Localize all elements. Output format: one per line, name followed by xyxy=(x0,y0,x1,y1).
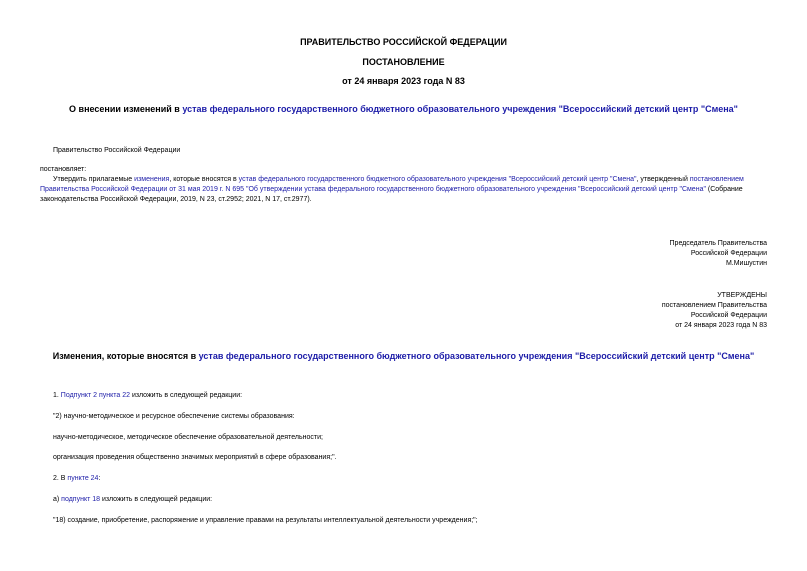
approval-date: от 24 января 2023 года N 83 xyxy=(675,322,767,329)
change-item-1 xyxy=(53,391,242,401)
quote-line-1: "2) научно-методическое и ресурсное обеспечение системы образования: xyxy=(53,413,295,420)
document-date-number: от 24 января 2023 года N 83 xyxy=(342,76,465,86)
quote-line-2: научно-методическое, методическое обеспечение образовательной деятельности; xyxy=(53,434,323,441)
changes-title xyxy=(0,351,807,361)
government-heading: ПРАВИТЕЛЬСТВО РОССИЙСКОЙ ФЕДЕРАЦИИ xyxy=(300,37,507,47)
signature-name: М.Мишустин xyxy=(725,260,767,267)
p1-text-c: , утвержденный xyxy=(636,176,690,183)
changes-title-prefix: Изменения, которые вносятся в xyxy=(52,351,199,361)
charter-link-2[interactable]: устав федерального государственного бюджетного образовательного учреждения "Всероссийский детский центр "Смена" xyxy=(238,176,637,183)
item-2a-text-a: а) xyxy=(53,496,62,503)
quote-line-4: "18) создание, приобретение, распоряжение и управление правами на результаты интеллектуальной деятельности учреждения;"; xyxy=(53,517,478,524)
approval-by: постановлением Правительства xyxy=(661,302,767,309)
change-item-2a xyxy=(53,495,212,505)
document-title xyxy=(0,104,807,114)
document-type: ПОСТАНОВЛЕНИЕ xyxy=(362,57,445,67)
subpoint-18-link[interactable]: подпункт 18 xyxy=(61,496,101,503)
item-1-text: изложить в следующей редакции: xyxy=(130,392,243,399)
p1-text-a: Утвердить прилагаемые xyxy=(53,176,135,183)
point-24-link[interactable]: пункте 24 xyxy=(67,475,99,482)
signature-block xyxy=(670,239,767,269)
approval-block xyxy=(662,291,767,331)
resolution-paragraph xyxy=(40,175,780,205)
quote-line-3: организация проведения общественно значимых мероприятий в сфере образования;". xyxy=(53,454,337,461)
approval-org: Российской Федерации xyxy=(690,312,767,319)
item-2-text-b: : xyxy=(98,475,101,482)
signature-org: Российской Федерации xyxy=(690,250,767,257)
resolution-695-link[interactable]: постановлением Правительства Российской Федерации от 31 мая 2019 г. N 695 "Об утверждении устава федерального государственного бюджетного образовательного учреждения "Всероссийский детский центр "Смена" xyxy=(40,176,744,193)
title-prefix: О внесении изменений в xyxy=(69,104,183,114)
government-line: Правительство Российской Федерации xyxy=(53,147,181,154)
p1-text-d: (Собрание законодательства Российской Федерации, 2019, N 23, ст.2952; 2021, N 17, ст.2977). xyxy=(40,186,743,203)
change-item-2 xyxy=(53,474,100,484)
item-2-text-a: 2. В xyxy=(53,475,68,482)
item-2a-text-b: изложить в следующей редакции: xyxy=(100,496,213,503)
charter-link-3[interactable]: устав федерального государственного бюджетного образовательного учреждения "Всероссийский детский центр "Смена" xyxy=(198,351,755,361)
subpoint-2-link[interactable]: Подпункт 2 xyxy=(60,392,97,399)
p1-text-b: , которые вносятся в xyxy=(169,176,239,183)
changes-link[interactable]: изменения xyxy=(134,176,170,183)
charter-link[interactable]: устав федерального государственного бюджетного образовательного учреждения "Всероссийский детский центр "Смена" xyxy=(182,104,738,114)
point-22-link[interactable]: пункта 22 xyxy=(98,392,131,399)
item-1-number: 1. xyxy=(53,392,61,399)
approval-title: УТВЕРЖДЕНЫ xyxy=(717,292,767,299)
signature-position: Председатель Правительства xyxy=(669,240,767,247)
decides-line: постановляет: xyxy=(40,166,87,173)
